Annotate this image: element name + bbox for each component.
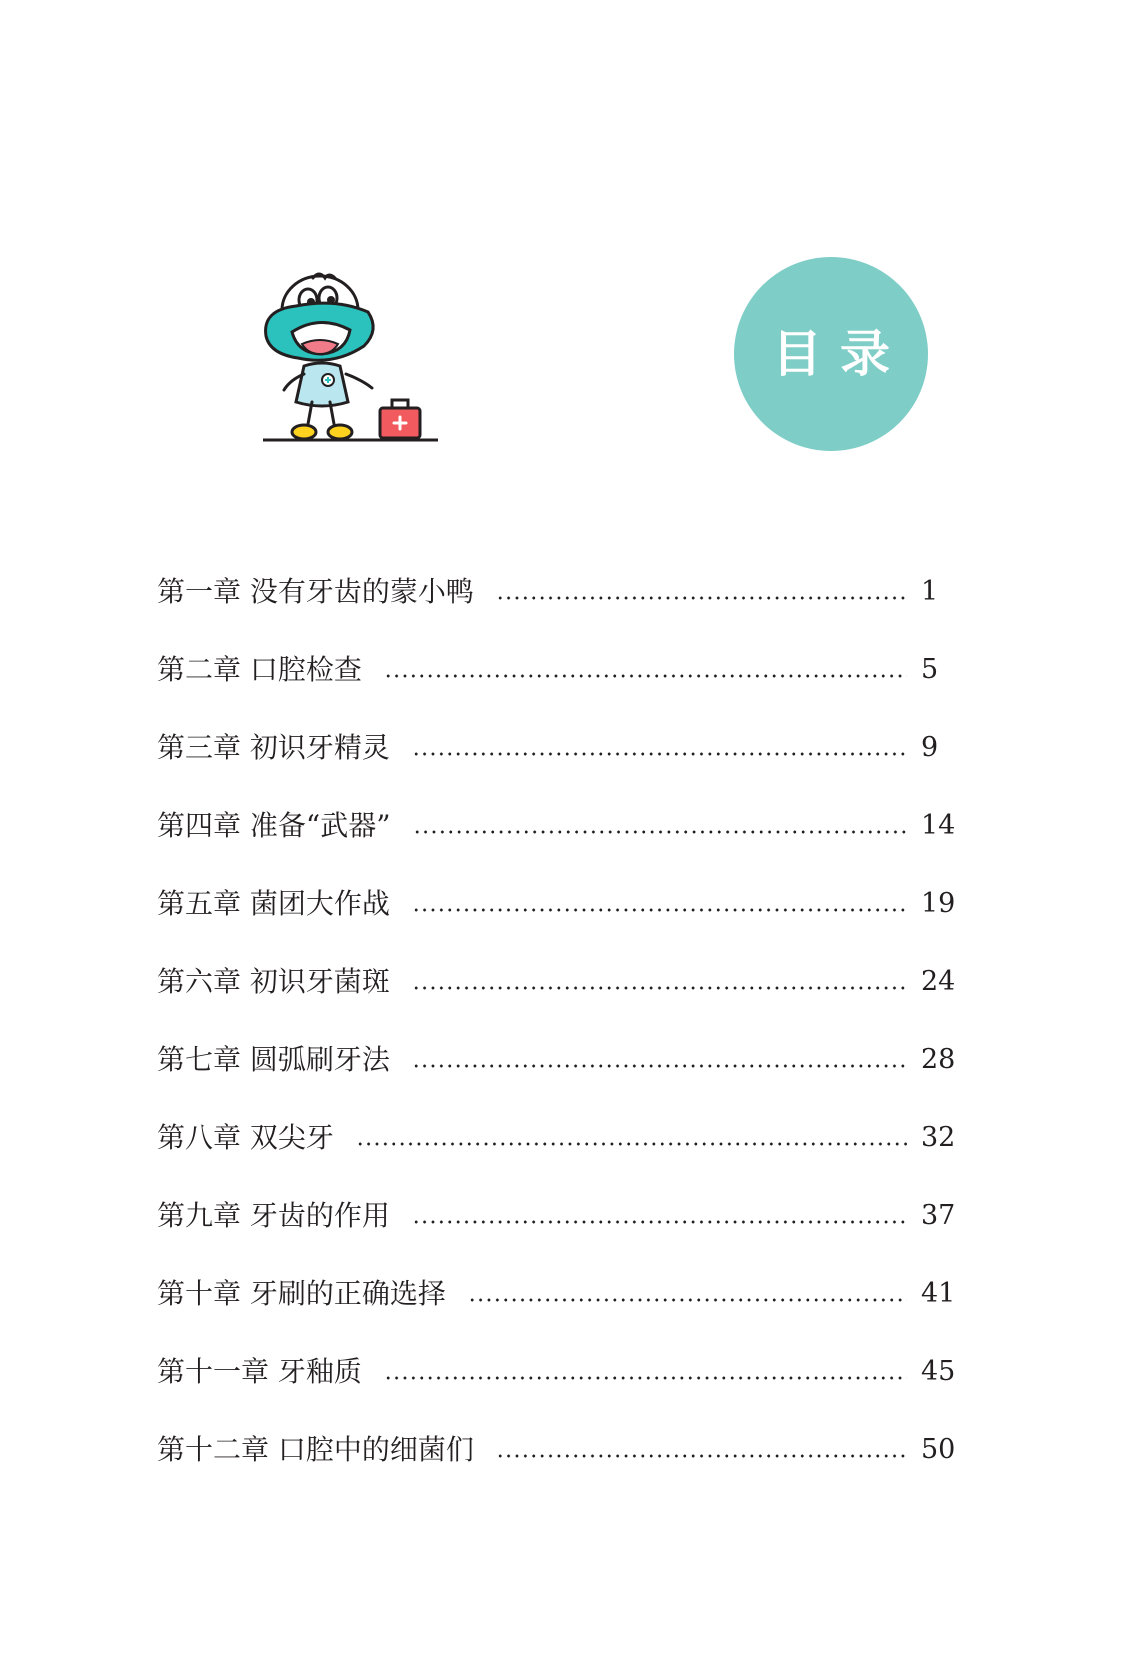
toc-entry[interactable] bbox=[157, 1121, 967, 1199]
toc-entry[interactable] bbox=[157, 1433, 967, 1511]
first-aid-kit-icon bbox=[380, 400, 420, 438]
toc-chapter-number: 第二章 bbox=[157, 653, 242, 686]
toc-entry[interactable] bbox=[157, 1355, 967, 1433]
toc-chapter-title: 初识牙菌斑 bbox=[249, 965, 390, 998]
duck-mascot-illustration bbox=[258, 270, 458, 450]
toc-chapter-number: 第九章 bbox=[157, 1199, 242, 1232]
dot-leader bbox=[496, 1433, 907, 1467]
toc-entry[interactable] bbox=[157, 653, 967, 731]
toc-entry[interactable] bbox=[157, 1277, 967, 1355]
toc-chapter-number: 第四章 bbox=[157, 809, 242, 842]
toc-page-number: 50 bbox=[921, 1434, 956, 1465]
toc-entry-label bbox=[157, 731, 412, 765]
dot-leader bbox=[412, 1043, 907, 1077]
toc-entry-label bbox=[157, 965, 412, 999]
toc-page-number: 1 bbox=[921, 576, 939, 607]
toc-page-number: 41 bbox=[921, 1278, 956, 1309]
toc-chapter-title: 口腔检查 bbox=[249, 653, 362, 686]
toc-page-number: 14 bbox=[921, 810, 956, 841]
toc-entry[interactable] bbox=[157, 809, 967, 887]
toc-chapter-number: 第十二章 bbox=[157, 1433, 270, 1466]
toc-chapter-number: 第十一章 bbox=[157, 1355, 270, 1388]
dot-leader bbox=[384, 653, 907, 687]
toc-entry[interactable] bbox=[157, 1199, 967, 1277]
dot-leader bbox=[412, 731, 907, 765]
toc-title-badge bbox=[734, 257, 928, 451]
toc-entry[interactable] bbox=[157, 1043, 967, 1121]
toc-chapter-number: 第一章 bbox=[157, 575, 242, 608]
toc-chapter-title: 圆弧刷牙法 bbox=[249, 1043, 390, 1076]
toc-entry-label bbox=[157, 653, 384, 687]
dot-leader bbox=[468, 1277, 907, 1311]
toc-page-number: 28 bbox=[921, 1044, 956, 1075]
toc-entry-label bbox=[157, 1121, 356, 1155]
toc-page-number: 37 bbox=[921, 1200, 956, 1231]
toc-chapter-title: 菌团大作战 bbox=[249, 887, 390, 920]
dot-leader bbox=[412, 1199, 907, 1233]
dot-leader bbox=[384, 1355, 907, 1389]
table-of-contents bbox=[157, 575, 967, 1511]
dot-leader bbox=[413, 809, 907, 843]
toc-entry-label bbox=[157, 1199, 412, 1233]
dot-leader bbox=[496, 575, 907, 609]
toc-chapter-number: 第三章 bbox=[157, 731, 242, 764]
toc-entry-label bbox=[157, 1433, 496, 1467]
toc-chapter-title: 初识牙精灵 bbox=[249, 731, 390, 764]
dot-leader bbox=[356, 1121, 907, 1155]
dot-leader bbox=[412, 965, 907, 999]
toc-chapter-title: 准备“武器” bbox=[249, 809, 391, 842]
toc-entry[interactable] bbox=[157, 965, 967, 1043]
toc-page-number: 9 bbox=[921, 732, 939, 763]
toc-chapter-title: 牙刷的正确选择 bbox=[249, 1277, 446, 1310]
toc-page-number: 5 bbox=[921, 654, 939, 685]
page-title: 目录 bbox=[772, 324, 908, 383]
toc-page-number: 24 bbox=[921, 966, 956, 997]
toc-chapter-number: 第六章 bbox=[157, 965, 242, 998]
toc-page-number: 32 bbox=[921, 1122, 956, 1153]
toc-chapter-title: 牙釉质 bbox=[277, 1355, 362, 1388]
toc-entry-label bbox=[157, 1277, 468, 1311]
toc-page-number: 45 bbox=[921, 1356, 956, 1387]
toc-entry-label bbox=[157, 1043, 412, 1077]
toc-chapter-number: 第十章 bbox=[157, 1277, 242, 1310]
toc-page-number: 19 bbox=[921, 888, 956, 919]
toc-entry-label bbox=[157, 1355, 384, 1389]
toc-entry[interactable] bbox=[157, 575, 967, 653]
dot-leader bbox=[412, 887, 907, 921]
toc-entry[interactable] bbox=[157, 731, 967, 809]
toc-chapter-title: 牙齿的作用 bbox=[249, 1199, 390, 1232]
toc-entry-label bbox=[157, 809, 413, 843]
toc-chapter-title: 没有牙齿的蒙小鸭 bbox=[249, 575, 474, 608]
toc-chapter-title: 口腔中的细菌们 bbox=[277, 1433, 474, 1466]
toc-entry-label bbox=[157, 575, 496, 609]
toc-chapter-title: 双尖牙 bbox=[249, 1121, 334, 1154]
toc-chapter-number: 第七章 bbox=[157, 1043, 242, 1076]
toc-entry-label bbox=[157, 887, 412, 921]
toc-chapter-number: 第八章 bbox=[157, 1121, 242, 1154]
toc-entry[interactable] bbox=[157, 887, 967, 965]
toc-chapter-number: 第五章 bbox=[157, 887, 242, 920]
